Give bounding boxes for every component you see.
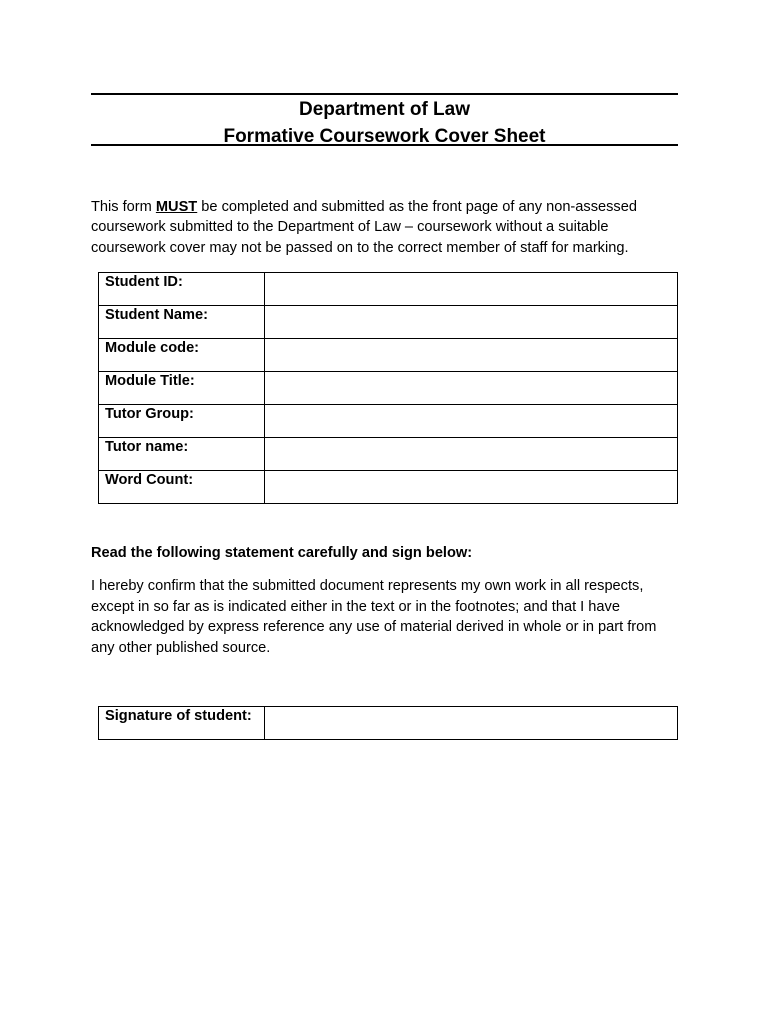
student-details-table — [98, 272, 678, 504]
document-title: Formative Coursework Cover Sheet — [223, 126, 546, 147]
declaration-paragraph: I hereby confirm that the submitted document represents my own work in all respects, except in so far as is indicated either in the text or in the footnotes; and that I have acknowledged by express reference any use of material derived in whole or in part from any other published source. — [91, 578, 657, 656]
table-row — [99, 438, 678, 471]
student-name-field[interactable] — [264, 306, 677, 339]
table-row — [99, 471, 678, 504]
tutor-group-label: Tutor Group: — [99, 405, 265, 438]
signature-label: Signature of student: — [99, 707, 265, 740]
signing-instruction: Read the following statement carefully and sign below: — [91, 545, 473, 561]
intro-suffix: be completed and submitted as the front page of any non-assessed coursework submitted to the Department of Law – coursework without a suitable coursework cover may not be passed on to the correct member of staff for marking. — [91, 199, 637, 256]
module-title-field[interactable] — [264, 372, 677, 405]
tutor-name-field[interactable] — [264, 438, 677, 471]
intro-emphasis: MUST — [155, 199, 198, 215]
table-row — [99, 339, 678, 372]
table-row — [99, 273, 678, 306]
document-header — [91, 93, 678, 146]
cover-sheet-page — [91, 93, 678, 724]
intro-paragraph — [91, 197, 678, 258]
table-row — [99, 372, 678, 405]
table-row — [99, 405, 678, 438]
table-row — [99, 306, 678, 339]
department-title: Department of Law — [298, 99, 471, 120]
module-code-field[interactable] — [264, 339, 677, 372]
student-name-label: Student Name: — [99, 306, 265, 339]
table-row — [99, 707, 678, 740]
module-code-label: Module code: — [99, 339, 265, 372]
signature-table — [98, 706, 678, 740]
tutor-name-label: Tutor name: — [99, 438, 265, 471]
module-title-label: Module Title: — [99, 372, 265, 405]
word-count-label: Word Count: — [99, 471, 265, 504]
word-count-field[interactable] — [264, 471, 677, 504]
student-id-field[interactable] — [264, 273, 677, 306]
signature-field[interactable] — [264, 707, 677, 740]
intro-prefix: This form — [91, 199, 156, 215]
student-id-label: Student ID: — [99, 273, 265, 306]
tutor-group-field[interactable] — [264, 405, 677, 438]
